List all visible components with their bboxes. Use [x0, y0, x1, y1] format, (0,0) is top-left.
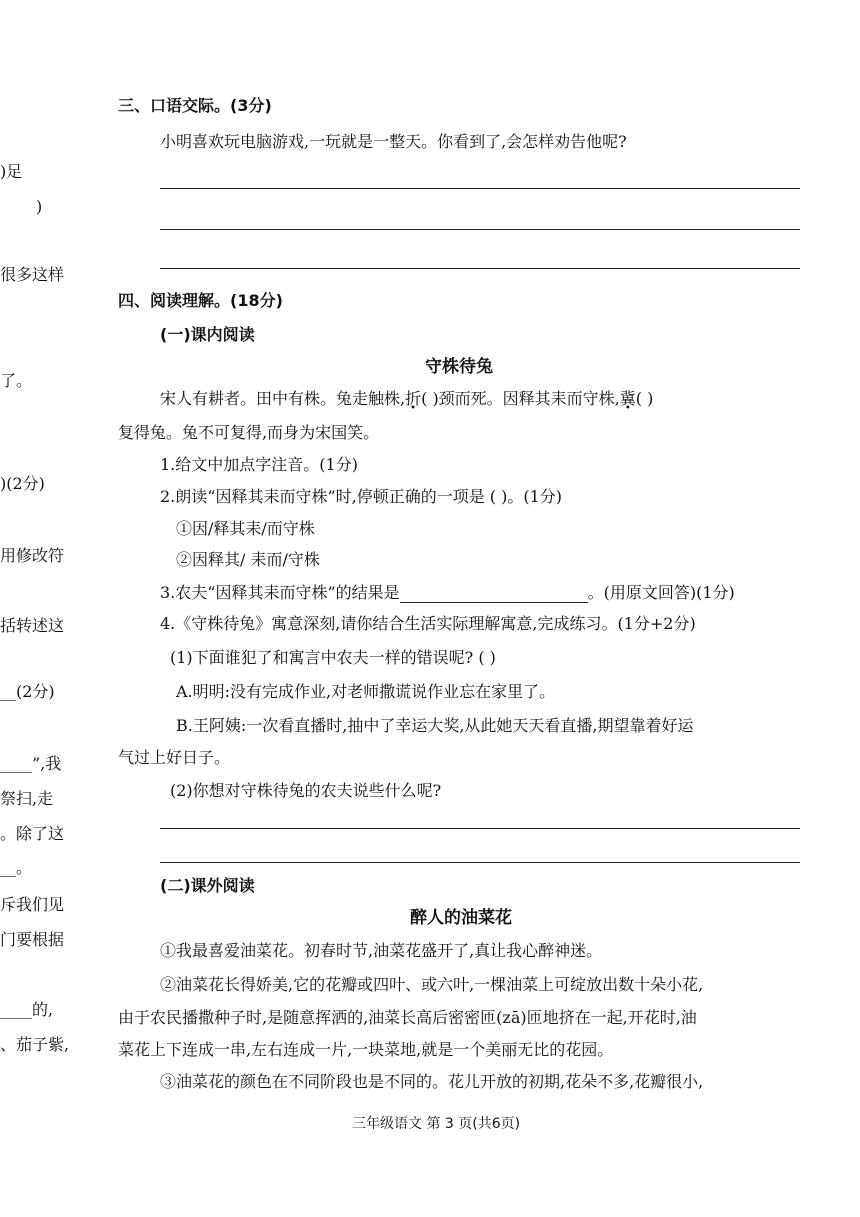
left-fragment: 斥我们见 [0, 895, 65, 914]
passage-2-para-2-line-2: 由于农民播撒种子时,是随意挥洒的,油菜长高后密密匝(zā)匝地挤在一起,开花时,油 [118, 1008, 697, 1027]
answer-line[interactable] [160, 862, 800, 863]
answer-line[interactable] [160, 268, 800, 269]
passage-2-para-3-line-1: ③油菜花的颜色在不同阶段也是不同的。花儿开放的初期,花朵不多,花瓣很小, [160, 1072, 704, 1091]
dotted-char: 折 [405, 389, 422, 408]
answer-line[interactable] [160, 188, 800, 189]
left-fragment: __。 [0, 858, 33, 877]
question-4-sub-2: (2)你想对守株待兔的农夫说些什么呢? [170, 781, 442, 800]
answer-line[interactable] [160, 828, 800, 829]
left-fragment: 门要根据 [0, 930, 65, 949]
left-fragment: ____的, [0, 1000, 54, 1019]
passage-2-title: 醉人的油菜花 [410, 908, 512, 928]
question-2-option-2[interactable]: ②因释其/ 耒而/守株 [176, 550, 320, 569]
passage-2-para-2-line-3: 菜花上下连成一串,左右连成一片,一块菜地,就是一个美丽无比的花园。 [118, 1040, 614, 1059]
dotted-char: 冀 [619, 389, 636, 408]
question-1: 1.给文中加点字注音。(1分) [160, 455, 358, 474]
left-fragment: 祭扫,走 [0, 789, 54, 808]
page-footer: 三年级语文 第 3 页(共6页) [352, 1116, 521, 1132]
passage-1-line-1 [160, 389, 653, 409]
question-4-option-a[interactable]: A.明明:没有完成作业,对老师撒谎说作业忘在家里了。 [176, 682, 556, 701]
section-4-heading: 四、阅读理解。(18分) [118, 291, 283, 310]
left-fragment: ____”,我 [0, 754, 62, 773]
section-3-prompt: 小明喜欢玩电脑游戏,一玩就是一整天。你看到了,会怎样劝告他呢? [160, 132, 627, 151]
question-4: 4.《守株待兔》寓意深刻,请你结合生活实际理解寓意,完成练习。(1分+2分) [160, 614, 696, 633]
passage-text: ( )颈而死。因释其耒而守株, [421, 389, 620, 408]
left-fragment: ) [36, 197, 43, 216]
question-4-option-b-cont: 气过上好日子。 [118, 748, 231, 767]
question-4-sub-1: (1)下面谁犯了和寓言中农夫一样的错误呢? ( ) [170, 648, 496, 667]
left-fragment: 很多这样 [0, 265, 65, 284]
left-fragment: 用修改符 [0, 546, 65, 565]
left-fragment: 。除了这 [0, 824, 65, 843]
part-1-heading: (一)课内阅读 [160, 325, 255, 344]
passage-1-title: 守株待兔 [425, 357, 493, 377]
left-fragment: __(2分) [0, 682, 55, 701]
question-2-option-1[interactable]: ①因/释其耒/而守株 [176, 519, 315, 538]
passage-2-para-2-line-1: ②油菜花长得娇美,它的花瓣或四叶、或六叶,一棵油菜上可绽放出数十朵小花, [160, 975, 704, 994]
section-3-heading: 三、口语交际。(3分) [118, 96, 272, 115]
answer-blank[interactable] [400, 584, 588, 603]
question-4-option-b[interactable]: B.王阿姨:一次看直播时,抽中了幸运大奖,从此她天天看直播,期望靠着好运 [176, 716, 694, 735]
question-3-suffix: 。(用原文回答)(1分) [587, 583, 735, 602]
passage-1-line-2: 复得兔。兔不可复得,而身为宋国笑。 [118, 423, 380, 442]
part-2-heading: (二)课外阅读 [160, 876, 255, 895]
passage-2-para-1: ①我最喜爱油菜花。初春时节,油菜花盛开了,真让我心醉神迷。 [160, 941, 603, 960]
left-fragment: )足 [0, 162, 23, 181]
left-fragment: )(2分) [0, 474, 45, 493]
answer-line[interactable] [160, 229, 800, 230]
left-fragment: 了。 [0, 371, 33, 390]
passage-text: 宋人有耕者。田中有株。兔走触株, [160, 389, 406, 408]
question-3-text: 3.农夫“因释其耒而守株”的结果是 [160, 583, 400, 602]
question-2: 2.朗读“因释其耒而守株”时,停顿正确的一项是 ( )。(1分) [160, 487, 563, 506]
answer-blank[interactable]: ( ) [635, 389, 654, 408]
question-3 [160, 583, 735, 603]
left-fragment: 括转述这 [0, 616, 65, 635]
left-fragment: 、茄子紫, [0, 1035, 70, 1054]
